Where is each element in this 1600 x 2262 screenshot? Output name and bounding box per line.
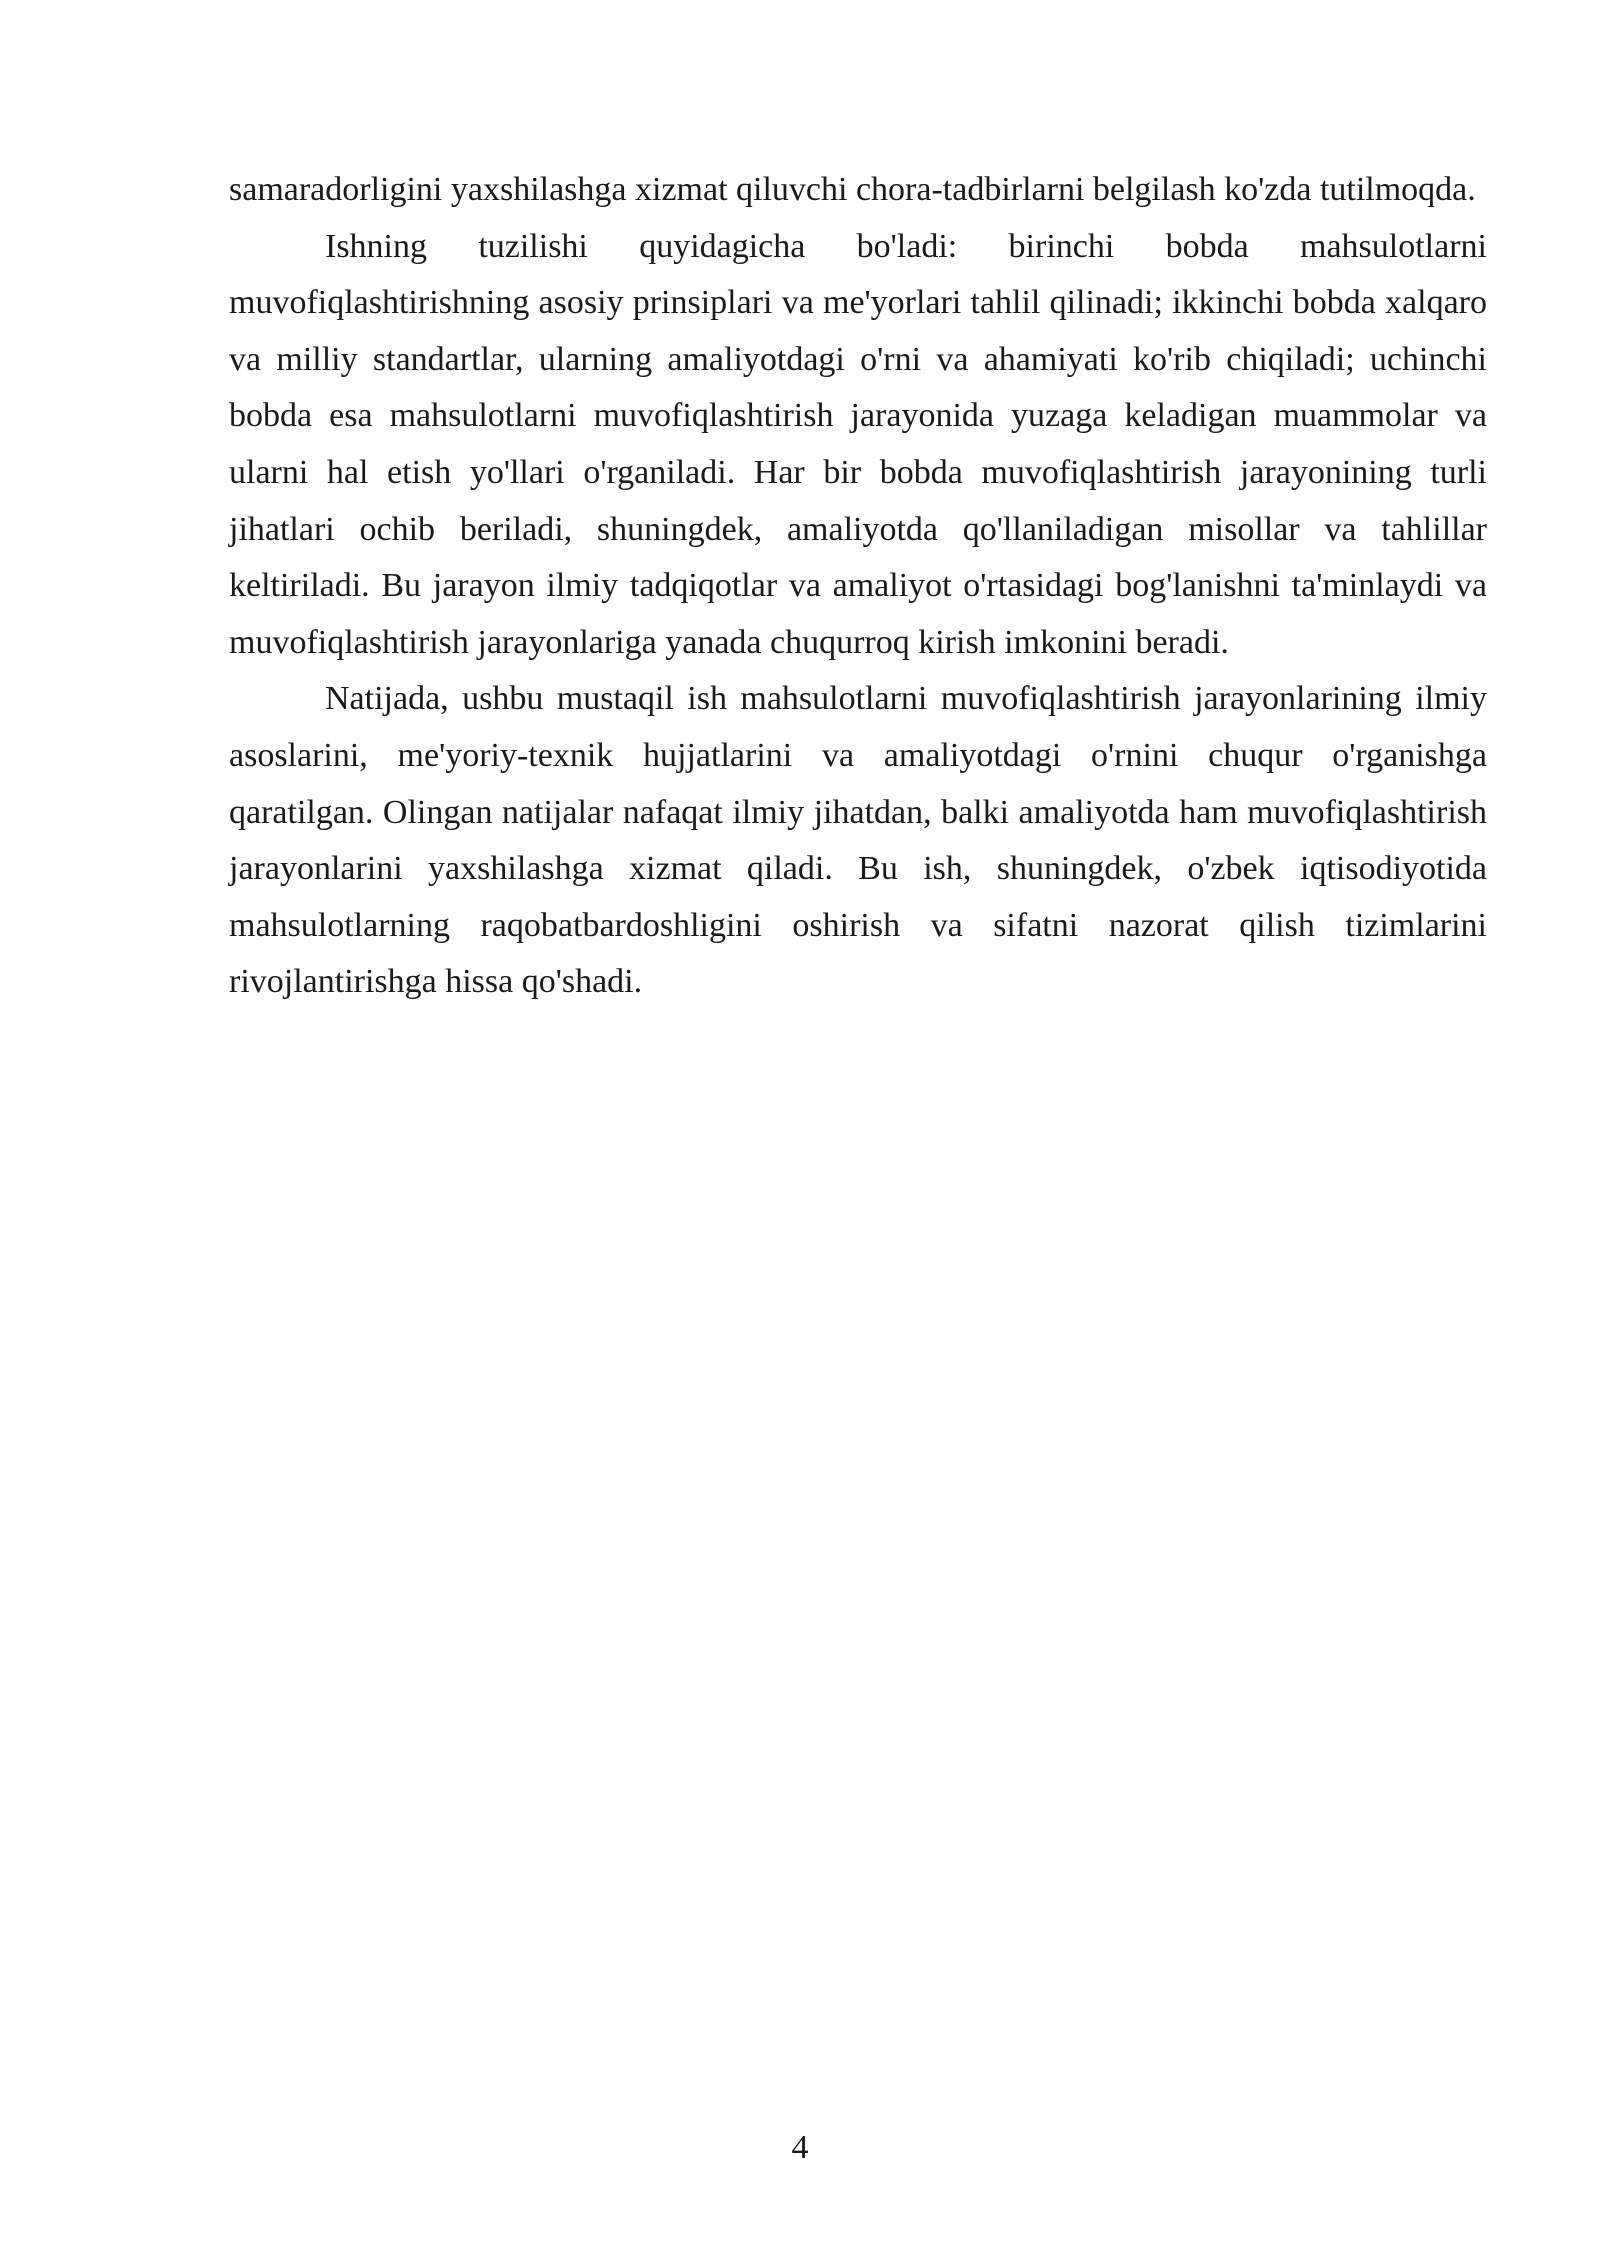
paragraph-conclusion: Natijada, ushbu mustaqil ish mahsulotlarni muvofiqlashtirish jarayonlarining ilmiy asoslarini, me'yoriy-texnik hujjatlarini va amaliyotdagi o'rnini chuqur o'rganishga qaratilgan. Olingan natijalar nafaqat ilmiy jihatdan, balki amaliyotda ham muvofiqlashtirish jarayonlarini yaxshilashga xizmat qiladi. Bu ish, shuningdek, o'zbek iqtisodiyotida mahsulotlarning raqobatbardoshligini oshirish va sifatni nazorat qilish tizimlarini rivojlantirishga hissa qo'shadi. — [229, 680, 1487, 1001]
paragraph-continuation: samaradorligini yaxshilashga xizmat qiluvchi chora-tadbirlarni belgilash ko'zda tutilmoqda. — [229, 171, 1476, 208]
body-text — [229, 162, 1487, 1011]
page-number: 4 — [791, 2129, 809, 2166]
paragraph-structure: Ishning tuzilishi quyidagicha bo'ladi: birinchi bobda mahsulotlarni muvofiqlashtirishning asosiy prinsiplari va me'yorlari tahlil qilinadi; ikkinchi bobda xalqaro va milliy standartlar, ularning amaliyotdagi o'rni va ahamiyati ko'rib chiqiladi; uchinchi bobda esa mahsulotlarni muvofiqlashtirish jarayonida yuzaga keladigan muammolar va ularni hal etish yo'llari o'rganiladi. Har bir bobda muvofiqlashtirish jarayonining turli jihatlari ochib beriladi, shuningdek, amaliyotda qo'llaniladigan misollar va tahlillar keltiriladi. Bu jarayon ilmiy tadqiqotlar va amaliyot o'rtasidagi bog'lanishni ta'minlaydi va muvofiqlashtirish jarayonlariga yanada chuqurroq kirish imkonini beradi. — [229, 227, 1487, 661]
